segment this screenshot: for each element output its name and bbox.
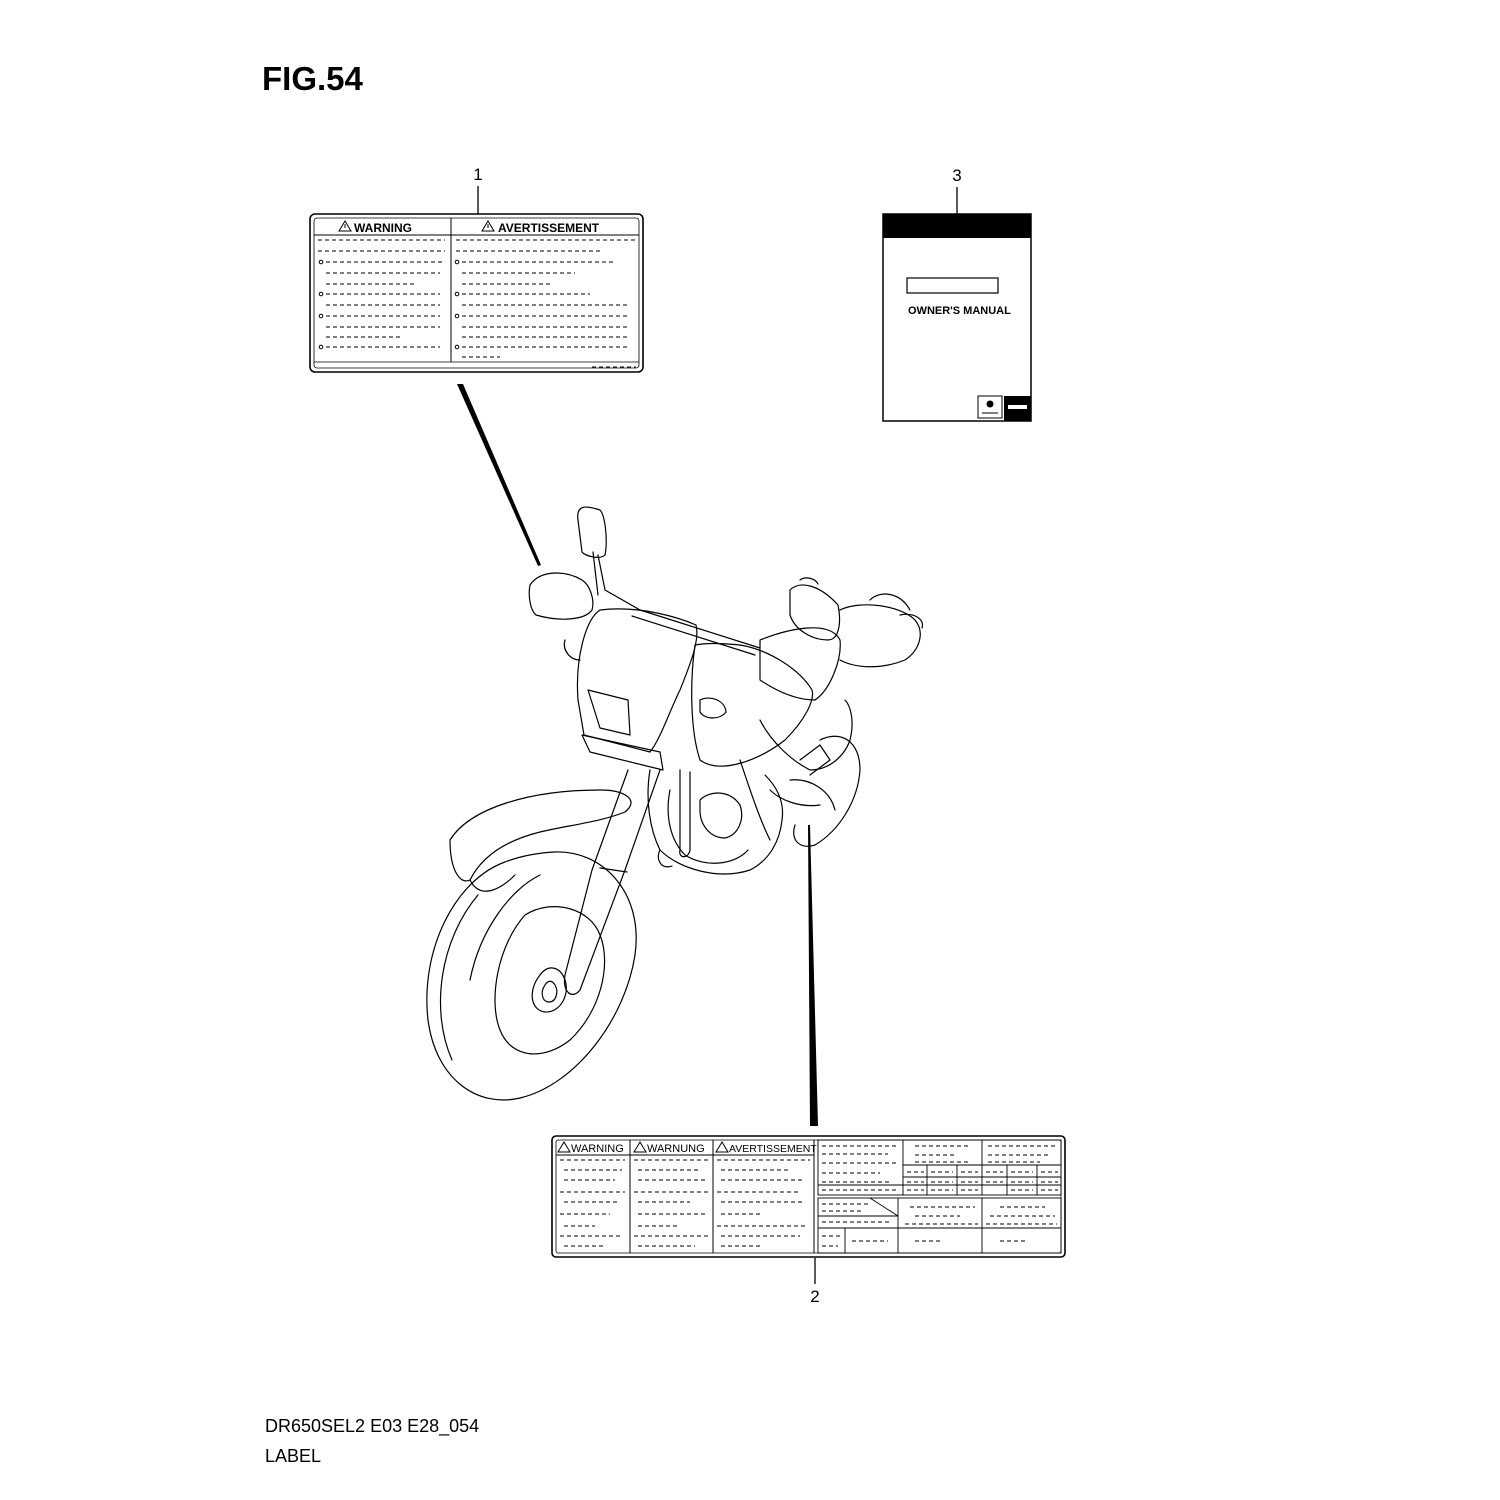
brand-logo-icon <box>987 401 994 408</box>
info-tables <box>818 1140 1061 1253</box>
label-2-heading-warnung: WARNUNG <box>647 1143 705 1155</box>
callout-number-1[interactable]: 1 <box>473 165 483 184</box>
label-2-heading-warning: WARNING <box>571 1143 624 1155</box>
warning-triangle-icon <box>716 1142 728 1152</box>
label-1-heading-warning: WARNING <box>354 221 412 235</box>
warning-triangle-icon <box>558 1142 570 1152</box>
placeholder-text-lines <box>560 1160 810 1246</box>
warning-label-2[interactable] <box>552 1136 1065 1257</box>
placeholder-text-lines <box>822 1146 1058 1246</box>
label-1-heading-avertissement: AVERTISSEMENT <box>498 221 600 235</box>
leader-arrow-label-2 <box>808 825 818 1126</box>
model-code: DR650SEL2 E03 E28_054 <box>265 1416 480 1436</box>
placeholder-text-lines <box>318 240 636 367</box>
warning-triangle-icon <box>634 1142 646 1152</box>
manual-title: OWNER'S MANUAL <box>908 305 1011 317</box>
figure-description: LABEL <box>265 1446 322 1466</box>
figure-title: FIG.54 <box>262 60 363 97</box>
warning-triangle-icon <box>339 221 351 231</box>
warning-label-1[interactable] <box>310 214 643 372</box>
bullet-points <box>319 260 459 349</box>
label-2-heading-avertissement: AVERTISSEMENT <box>729 1143 817 1155</box>
callout-number-2[interactable]: 2 <box>810 1287 820 1306</box>
owners-manual-booklet[interactable] <box>883 214 1031 421</box>
leader-arrow-label-1 <box>457 384 541 566</box>
warning-triangle-icon <box>482 221 494 231</box>
callout-number-3[interactable]: 3 <box>952 166 962 185</box>
motorcycle-illustration <box>427 507 923 1100</box>
